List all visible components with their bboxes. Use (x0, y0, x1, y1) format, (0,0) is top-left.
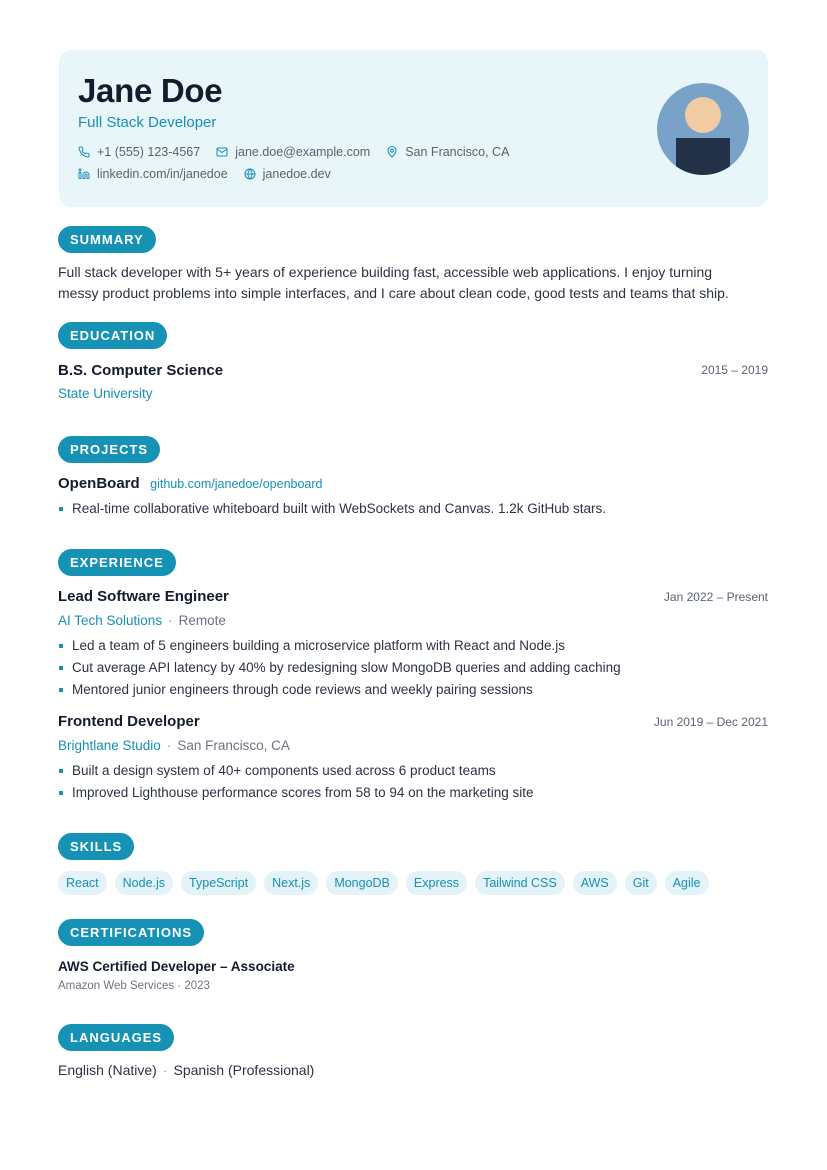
skill-chip: Node.js (115, 871, 173, 895)
skill-chip: React (58, 871, 107, 895)
contact-row-2 (78, 167, 347, 181)
skill-chip: MongoDB (326, 871, 398, 895)
section-experience-heading: EXPERIENCE (58, 549, 176, 576)
location-pin-icon (386, 146, 398, 158)
skill-chip: Agile (665, 871, 709, 895)
contact-linkedin[interactable] (78, 167, 228, 181)
summary-line-1: Full stack developer with 5+ years of experience building fast, accessible web applications. I enjoy turning (58, 264, 713, 280)
job-1-company-row: AI Tech Solutions · Remote (58, 613, 226, 628)
skills-list (58, 871, 717, 895)
skill-chip: Git (625, 871, 657, 895)
candidate-name: Jane Doe (78, 72, 223, 109)
skill-chip: TypeScript (181, 871, 256, 895)
website-text: janedoe.dev (262, 167, 331, 181)
avatar (657, 83, 749, 175)
section-projects-heading: PROJECTS (58, 436, 160, 463)
job-2-dates: Jun 2019 – Dec 2021 (653, 715, 768, 729)
job-2-bullets (58, 760, 534, 804)
job-1-company: AI Tech Solutions (58, 613, 163, 628)
section-education-heading: EDUCATION (58, 322, 167, 349)
phone-text: +1 (555) 123-4567 (97, 145, 201, 159)
job-1-location: Remote (178, 613, 226, 628)
job-1-bullets (58, 635, 621, 701)
avatar-head (685, 97, 721, 133)
language-separator: · (162, 1062, 168, 1078)
certification-issuer: Amazon Web Services · 2023 (58, 980, 210, 992)
linkedin-text: linkedin.com/in/janedoe (97, 167, 228, 181)
skill-chip: AWS (573, 871, 617, 895)
skill-chip: Next.js (264, 871, 318, 895)
header-card (59, 50, 768, 207)
avatar-torso (676, 138, 730, 175)
email-text: jane.doe@example.com (235, 145, 371, 159)
location-text: San Francisco, CA (405, 145, 510, 159)
education-school: State University (58, 386, 153, 401)
job-2-company-row: Brightlane Studio · San Francisco, CA (58, 738, 290, 753)
list-item: Improved Lighthouse performance scores from 58 to 94 on the marketing site (58, 782, 534, 804)
project-name: OpenBoard (58, 475, 140, 492)
contact-location (386, 145, 509, 159)
summary-text (58, 262, 770, 304)
section-skills-heading: SKILLS (58, 833, 134, 860)
project-header (58, 475, 323, 493)
languages-row (58, 1062, 314, 1078)
list-item: Led a team of 5 engineers building a microservice platform with React and Node.js (58, 635, 621, 657)
contact-website[interactable] (244, 167, 331, 181)
language-spanish: Spanish (Professional) (173, 1062, 315, 1078)
language-english: English (Native) (58, 1062, 157, 1078)
skill-chip: Express (406, 871, 467, 895)
education-degree: B.S. Computer Science (58, 362, 224, 379)
contact-row-1 (78, 145, 525, 159)
phone-icon (78, 146, 90, 158)
section-summary-heading: SUMMARY (58, 226, 156, 253)
summary-line-2: messy product problems into simple interfaces, and I care about clean code, good tests and teams that ship. (58, 285, 729, 301)
certification-name: AWS Certified Developer – Associate (58, 959, 295, 974)
contact-email[interactable] (216, 145, 370, 159)
list-item: Built a design system of 40+ components used across 6 product teams (58, 760, 534, 782)
job-2-location: San Francisco, CA (177, 738, 290, 753)
job-1-title: Lead Software Engineer (58, 588, 229, 605)
globe-icon (244, 168, 256, 180)
section-languages-heading: LANGUAGES (58, 1024, 174, 1051)
section-certifications-heading: CERTIFICATIONS (58, 919, 204, 946)
list-item: Cut average API latency by 40% by redesigning slow MongoDB queries and adding caching (58, 657, 621, 679)
project-bullets (58, 498, 606, 520)
candidate-role: Full Stack Developer (78, 114, 217, 131)
job-2-company: Brightlane Studio (58, 738, 161, 753)
job-2-title: Frontend Developer (58, 713, 200, 730)
list-item: Real-time collaborative whiteboard built with WebSockets and Canvas. 1.2k GitHub stars. (58, 498, 606, 520)
job-1-dates: Jan 2022 – Present (663, 590, 768, 604)
mail-icon (216, 146, 228, 158)
project-link[interactable]: github.com/janedoe/openboard (150, 477, 323, 491)
list-item: Mentored junior engineers through code reviews and weekly pairing sessions (58, 679, 621, 701)
linkedin-icon (78, 168, 90, 180)
education-dates: 2015 – 2019 (701, 363, 768, 377)
contact-phone[interactable] (78, 145, 200, 159)
skill-chip: Tailwind CSS (475, 871, 565, 895)
